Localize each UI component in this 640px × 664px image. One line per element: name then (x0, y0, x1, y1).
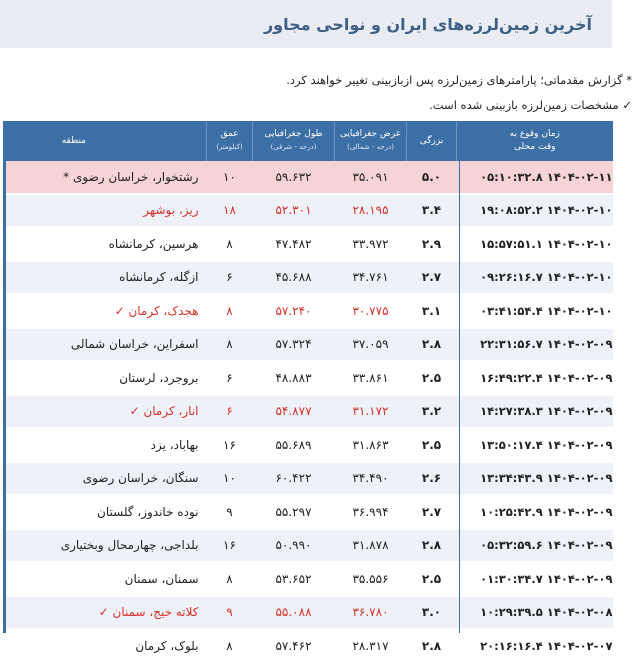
cell-region[interactable]: بهاباد، یزد (4, 428, 207, 462)
cell-latitude: ۳۴.۴۹۰ (335, 462, 407, 496)
cell-region[interactable]: بروجرد، لرستان (4, 361, 207, 395)
cell-longitude: ۵۵.۰۸۸ (253, 596, 335, 630)
cell-depth: ۹ (207, 495, 253, 529)
cell-depth: ۱۰ (207, 462, 253, 496)
cell-depth: ۸ (207, 562, 253, 596)
cell-magnitude: ۲.۷ (407, 495, 457, 529)
page-title: آخرین زمین‌لرزه‌های ایران و نواحی مجاور (263, 14, 592, 34)
cell-depth: ۸ (207, 294, 253, 328)
cell-depth: ۸ (207, 629, 253, 663)
cell-depth: ۸ (207, 227, 253, 261)
table-row[interactable] (4, 328, 613, 362)
cell-depth: ۶ (207, 261, 253, 295)
preliminary-note: * گزارش مقدماتی؛ پارامترهای زمین‌لرزه پس ازبازبینی تغییر خواهند کرد. (286, 73, 632, 87)
cell-time: ۱۴۰۴-۰۲-۰۹ ۱۴:۲۷:۳۸.۳ (457, 395, 613, 429)
table-row[interactable] (4, 161, 613, 194)
cell-time: ۱۴۰۴-۰۲-۱۰ ۰۹:۲۶:۱۶.۷ (457, 261, 613, 295)
cell-latitude: ۲۸.۳۱۷ (335, 629, 407, 663)
cell-latitude: ۳۳.۹۷۲ (335, 227, 407, 261)
table-row[interactable] (4, 629, 613, 663)
cell-time: ۱۴۰۴-۰۲-۰۸ ۱۰:۲۹:۳۹.۵ (457, 596, 613, 630)
cell-region[interactable]: نوده خاندوز، گلستان (4, 495, 207, 529)
cell-depth: ۱۸ (207, 194, 253, 228)
header-latitude[interactable]: عرض جغرافیایی (درجه - شمالی) (335, 121, 407, 161)
cell-region[interactable]: رشتخوار، خراسان رضوی * (4, 161, 207, 194)
table-row[interactable] (4, 495, 613, 529)
table-row[interactable] (4, 261, 613, 295)
cell-region[interactable]: بلوک، کرمان (4, 629, 207, 663)
header-time[interactable]: زمان وقوع به وقت محلی (457, 121, 613, 161)
cell-longitude: ۵۳.۶۵۲ (253, 562, 335, 596)
cell-time: ۱۴۰۴-۰۲-۰۹ ۱۳:۳۴:۴۳.۹ (457, 462, 613, 496)
table-row[interactable] (4, 562, 613, 596)
cell-time: ۱۴۰۴-۰۲-۱۰ ۱۹:۰۸:۵۲.۲ (457, 194, 613, 228)
cell-magnitude: ۲.۶ (407, 462, 457, 496)
cell-depth: ۸ (207, 328, 253, 362)
cell-longitude: ۵۷.۳۲۴ (253, 328, 335, 362)
cell-longitude: ۶۰.۴۲۲ (253, 462, 335, 496)
cell-depth: ۶ (207, 395, 253, 429)
table-row[interactable] (4, 428, 613, 462)
cell-magnitude: ۵.۰ (407, 161, 457, 194)
cell-region[interactable]: هجدک، کرمان ✓ (4, 294, 207, 328)
earthquake-table (3, 121, 613, 664)
cell-region[interactable]: سنگان، خراسان رضوی (4, 462, 207, 496)
table-row[interactable] (4, 395, 613, 429)
cell-depth: ۶ (207, 361, 253, 395)
cell-region[interactable]: ازگله، کرمانشاه (4, 261, 207, 295)
cell-latitude: ۳۵.۵۵۶ (335, 562, 407, 596)
cell-time: ۱۴۰۴-۰۲-۰۹ ۱۰:۲۵:۴۲.۹ (457, 495, 613, 529)
cell-latitude: ۳۴.۷۶۱ (335, 261, 407, 295)
cell-time: ۱۴۰۴-۰۲-۰۹ ۰۵:۳۲:۵۹.۶ (457, 529, 613, 563)
cell-depth: ۹ (207, 596, 253, 630)
table-row[interactable] (4, 529, 613, 563)
cell-latitude: ۳۱.۸۶۳ (335, 428, 407, 462)
cell-latitude: ۳۷.۰۵۹ (335, 328, 407, 362)
cell-latitude: ۳۵.۰۹۱ (335, 161, 407, 194)
cell-magnitude: ۲.۹ (407, 227, 457, 261)
cell-latitude: ۲۸.۱۹۵ (335, 194, 407, 228)
table-row[interactable] (4, 294, 613, 328)
table-body (4, 161, 613, 663)
header-depth[interactable]: عمق (کیلومتر) (207, 121, 253, 161)
cell-time: ۱۴۰۴-۰۲-۰۷ ۲۰:۱۶:۱۶.۴ (457, 629, 613, 663)
cell-region[interactable]: سمنان، سمنان (4, 562, 207, 596)
cell-depth: ۱۰ (207, 161, 253, 194)
table-row[interactable] (4, 194, 613, 228)
cell-time: ۱۴۰۴-۰۲-۰۹ ۱۳:۵۰:۱۷.۴ (457, 428, 613, 462)
table-header-row (4, 121, 613, 161)
cell-longitude: ۵۰.۹۹۰ (253, 529, 335, 563)
cell-magnitude: ۲.۸ (407, 629, 457, 663)
cell-latitude: ۳۱.۱۷۲ (335, 395, 407, 429)
cell-magnitude: ۲.۸ (407, 529, 457, 563)
cell-time: ۱۴۰۴-۰۲-۱۰ ۰۳:۴۱:۵۴.۴ (457, 294, 613, 328)
cell-depth: ۱۶ (207, 529, 253, 563)
cell-latitude: ۳۳.۸۶۱ (335, 361, 407, 395)
cell-magnitude: ۲.۵ (407, 428, 457, 462)
cell-magnitude: ۳.۰ (407, 596, 457, 630)
cell-longitude: ۵۵.۲۹۷ (253, 495, 335, 529)
cell-longitude: ۴۵.۶۸۸ (253, 261, 335, 295)
table-left-border (3, 121, 6, 633)
cell-latitude: ۳۱.۸۷۸ (335, 529, 407, 563)
cell-longitude: ۵۹.۶۳۲ (253, 161, 335, 194)
cell-region[interactable]: بلداجی، چهارمحال وبختیاری (4, 529, 207, 563)
cell-latitude: ۳۶.۷۸۰ (335, 596, 407, 630)
table-row[interactable] (4, 462, 613, 496)
cell-region[interactable]: اسفراین، خراسان شمالی (4, 328, 207, 362)
reviewed-note: ✓ مشخصات زمین‌لرزه بازبینی شده است. (429, 98, 632, 112)
cell-magnitude: ۲.۵ (407, 562, 457, 596)
cell-magnitude: ۳.۴ (407, 194, 457, 228)
cell-longitude: ۵۷.۴۶۲ (253, 629, 335, 663)
header-region[interactable]: منطقه (4, 121, 207, 161)
page-header (0, 0, 612, 48)
cell-longitude: ۴۷.۴۸۲ (253, 227, 335, 261)
cell-longitude: ۵۷.۲۴۰ (253, 294, 335, 328)
cell-region[interactable]: انار، کرمان ✓ (4, 395, 207, 429)
cell-magnitude: ۲.۸ (407, 328, 457, 362)
cell-longitude: ۴۸.۸۸۳ (253, 361, 335, 395)
table-row[interactable] (4, 361, 613, 395)
cell-latitude: ۳۶.۹۹۴ (335, 495, 407, 529)
cell-magnitude: ۲.۷ (407, 261, 457, 295)
cell-time: ۱۴۰۴-۰۲-۱۰ ۱۵:۵۷:۵۱.۱ (457, 227, 613, 261)
cell-region[interactable]: کلاته خیج، سمنان ✓ (4, 596, 207, 630)
cell-depth: ۱۶ (207, 428, 253, 462)
cell-longitude: ۵۲.۳۰۱ (253, 194, 335, 228)
cell-latitude: ۳۰.۷۷۵ (335, 294, 407, 328)
cell-longitude: ۵۵.۶۸۹ (253, 428, 335, 462)
cell-magnitude: ۳.۲ (407, 395, 457, 429)
table-row[interactable] (4, 227, 613, 261)
time-column-divider (459, 161, 460, 633)
header-longitude[interactable]: طول جغرافیایی (درجه - شرقی) (253, 121, 335, 161)
cell-time: ۱۴۰۴-۰۲-۰۹ ۱۶:۴۹:۲۲.۴ (457, 361, 613, 395)
cell-region[interactable]: ریز، بوشهر (4, 194, 207, 228)
cell-time: ۱۴۰۴-۰۲-۱۱ ۰۵:۱۰:۳۲.۸ (457, 161, 613, 194)
cell-region[interactable]: هرسین، کرمانشاه (4, 227, 207, 261)
table-row[interactable] (4, 596, 613, 630)
cell-longitude: ۵۴.۸۷۷ (253, 395, 335, 429)
cell-magnitude: ۳.۱ (407, 294, 457, 328)
header-magnitude[interactable]: بزرگی (407, 121, 457, 161)
cell-time: ۱۴۰۴-۰۲-۰۹ ۰۱:۳۰:۳۴.۷ (457, 562, 613, 596)
cell-magnitude: ۲.۵ (407, 361, 457, 395)
cell-time: ۱۴۰۴-۰۲-۰۹ ۲۲:۳۱:۵۶.۷ (457, 328, 613, 362)
